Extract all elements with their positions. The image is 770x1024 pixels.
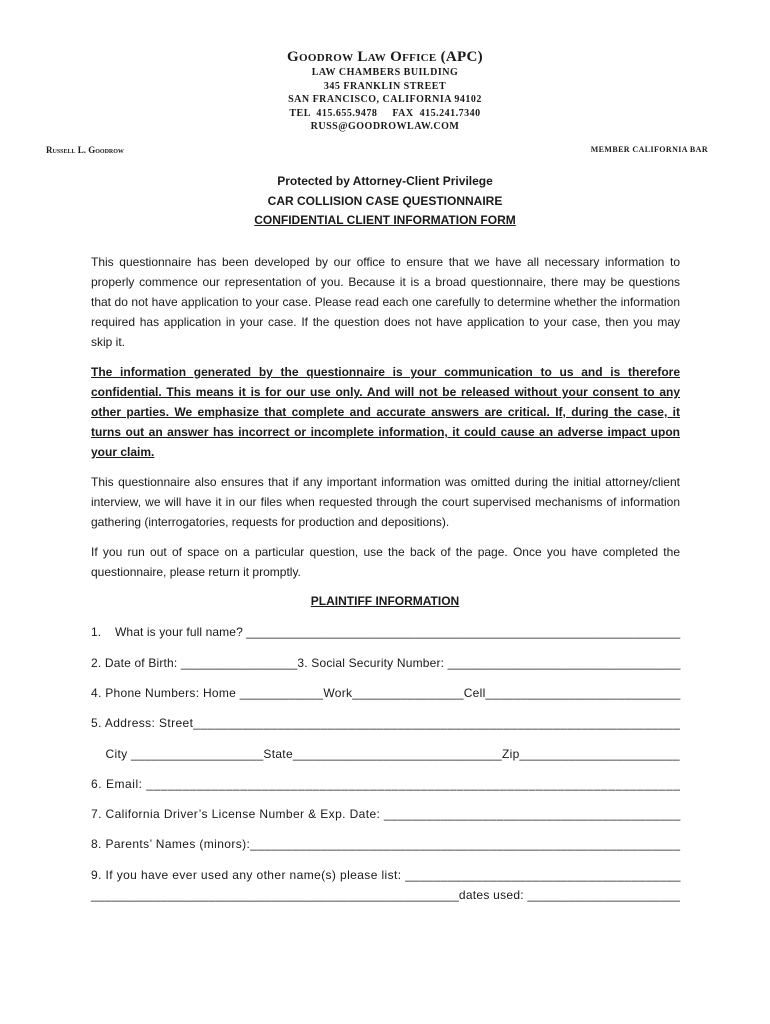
firm-city: SAN FRANCISCO, CALIFORNIA 94102 [288, 94, 482, 105]
attorney-name: Russell L. Goodrow [46, 145, 124, 155]
parents-names-field[interactable]: 8. Parents’ Names (minors):_____________________________________________________________ [91, 837, 681, 851]
section-title: PLAINTIFF INFORMATION [310, 594, 460, 608]
other-names-field[interactable]: 9. If you have ever used any other name(s) please list: _______________________________________ [91, 868, 681, 882]
firm-email: RUSS@GOODROWLAW.COM [310, 121, 460, 132]
full-name-field[interactable]: 1. What is your full name? ________________________________________________________________ [91, 625, 681, 639]
purpose-paragraph: This questionnaire also ensures that if any important information was omitted during the initial attorney/client interview, we will have it in our files when requested through the court supervised mechanisms of information gathering (interrogatories, requests for production and depositions). [91, 475, 680, 529]
firm-phone-fax: TEL 415.655.9478 FAX 415.241.7340 [289, 107, 481, 119]
letterhead [0, 48, 770, 134]
form-title: CONFIDENTIAL CLIENT INFORMATION FORM [254, 213, 516, 227]
intro-paragraph: This questionnaire has been developed by our office to ensure that we have all necessary information to properly commence our representation of you. Because it is a broad questionnaire, there may be questions that do not have application to your case. Please read each one carefully to determine whether the information required has application in your case. If the question does not have application to your case, then you may skip it. [91, 255, 680, 349]
confidentiality-paragraph: The information generated by the questionnaire is your communication to us and is therefore confidential. This means it is for our use only. And will not be released without your consent to any other parties. We emphasize that complete and accurate answers are critical. If, during the case, it turns out an answer has incorrect or incomplete information, it could cause an adverse impact upon your claim. [91, 365, 680, 459]
firm-street: 345 FRANKLIN STREET [323, 80, 447, 92]
questionnaire-title: CAR COLLISION CASE QUESTIONNAIRE [267, 193, 503, 208]
form-titles [0, 172, 770, 231]
drivers-license-field[interactable]: 7. California Driver’s License Number & Exp. Date: __________________________________________ [91, 807, 681, 821]
firm-building: LAW CHAMBERS BUILDING [311, 67, 459, 78]
street-address-field[interactable]: 5. Address: Street_____________________________________________________________________ [91, 716, 681, 730]
instructions-paragraph: If you run out of space on a particular question, use the back of the page. Once you have completed the questionnaire, please return it promptly. [91, 545, 680, 579]
dob-ssn-field[interactable]: 2. Date of Birth: _________________3. Social Security Number: __________________________________ [91, 656, 681, 670]
privilege-title: Protected by Attorney-Client Privilege [277, 174, 493, 188]
phone-numbers-field[interactable]: 4. Phone Numbers: Home ____________Work________________Cell____________________________ [91, 686, 681, 700]
other-names-dates-field[interactable]: _____________________________________________________dates used: ______________________ [91, 888, 681, 902]
city-state-zip-field[interactable]: City ___________________State______________________________Zip_______________________ [91, 747, 680, 761]
firm-name: Goodrow Law Office (APC) [287, 49, 483, 65]
email-field[interactable]: 6. Email: __________________________________________________________________________ [91, 777, 681, 791]
bar-membership: MEMBER CALIFORNIA BAR [590, 145, 708, 154]
